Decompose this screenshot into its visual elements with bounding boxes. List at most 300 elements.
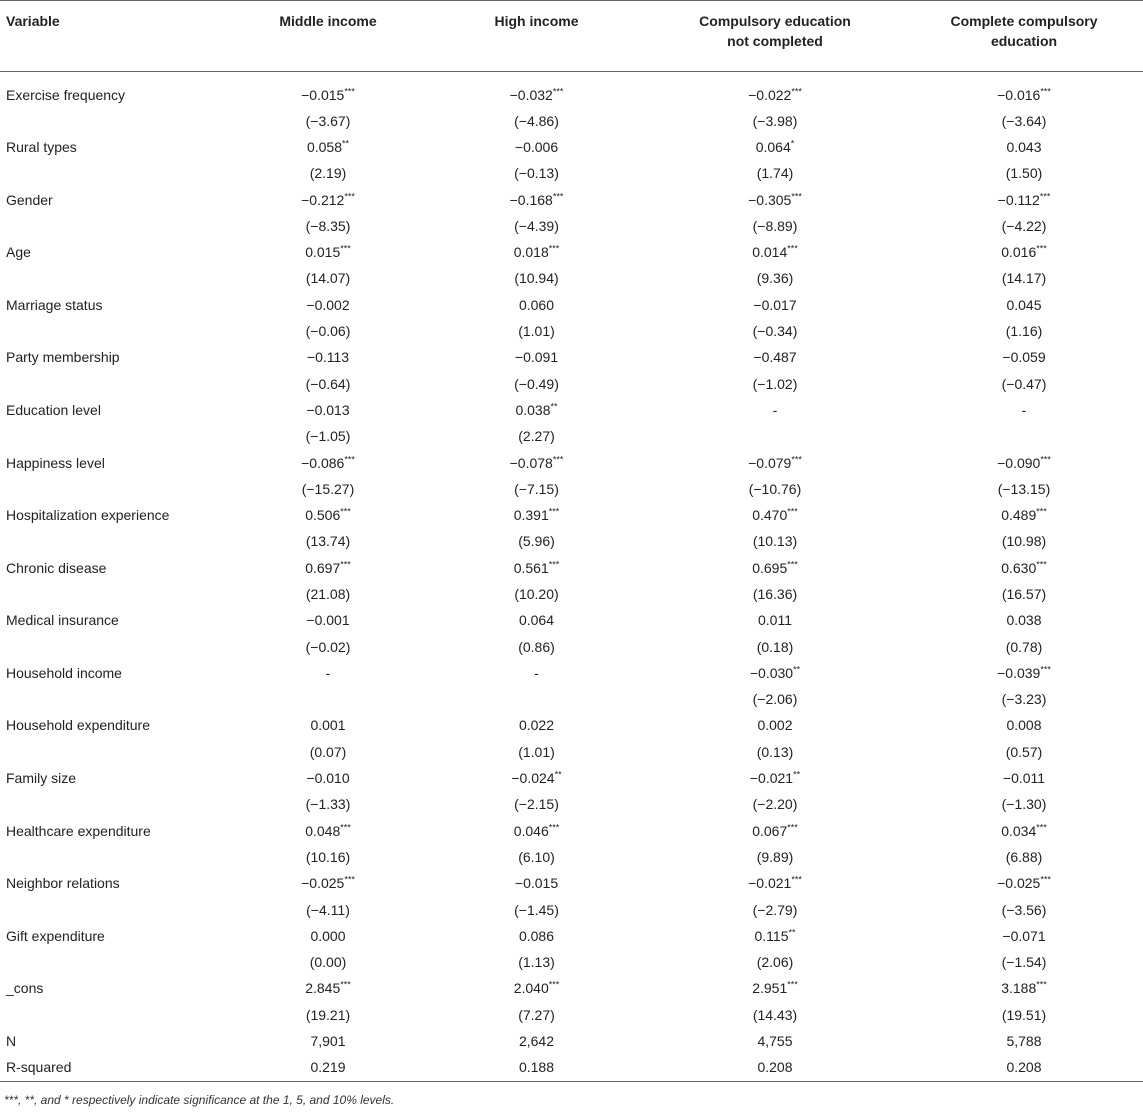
coefficient-cell (645, 134, 905, 160)
t-statistic-cell: (6.88) (1005, 848, 1043, 865)
coefficient-value: 2.845 (305, 980, 341, 997)
table-row (0, 528, 1143, 554)
header-complete-compulsory-line2: education (990, 33, 1058, 49)
coefficient-value: 0.046 (513, 822, 549, 839)
t-statistic-cell: (0.07) (309, 743, 347, 760)
table-row (0, 292, 1143, 318)
significance-stars: *** (787, 979, 798, 990)
coefficient-value: −0.015 (514, 875, 559, 892)
header-compulsory-not-completed-line1: Compulsory education (699, 13, 851, 29)
coefficient-cell (645, 923, 905, 949)
table-row (0, 318, 1143, 344)
significance-stars: ** (793, 769, 801, 780)
variable-name: Medical insurance (6, 612, 119, 629)
statistic-label: N (6, 1033, 17, 1050)
table-row (0, 949, 1143, 975)
significance-stars: *** (787, 506, 798, 517)
coefficient-cell (428, 344, 645, 370)
t-statistic-cell: (−4.11) (306, 901, 350, 918)
coefficient-value: 0.001 (310, 717, 346, 734)
t-statistic-cell: (0.57) (1005, 743, 1043, 760)
coefficient-value: 0.015 (305, 244, 341, 261)
t-statistic-cell: (−1.02) (752, 375, 798, 392)
significance-stars: *** (340, 243, 351, 254)
t-statistic-cell: (16.36) (752, 585, 798, 602)
coefficient-value: 3.188 (1001, 980, 1037, 997)
table-row (0, 870, 1143, 896)
t-statistic-cell: (−2.15) (514, 796, 559, 813)
significance-stars: *** (1036, 822, 1047, 832)
table-row (0, 765, 1143, 791)
t-statistic-cell: (6.10) (518, 848, 555, 865)
coefficient-cell (645, 660, 905, 686)
coefficient-value: −0.113 (306, 349, 350, 366)
t-statistic-cell: (10.20) (514, 585, 559, 602)
table-row (0, 502, 1143, 528)
header-high-income-label: High income (494, 13, 579, 29)
t-statistic-cell: (9.36) (756, 270, 794, 287)
t-statistic-cell: (10.94) (514, 270, 559, 287)
header-variable-label: Variable (6, 13, 60, 29)
coefficient-value: 0.695 (752, 559, 788, 576)
variable-name: Hospitalization experience (6, 507, 170, 524)
t-statistic-cell: (16.57) (1001, 585, 1047, 602)
coefficient-cell (228, 607, 428, 633)
significance-stars: *** (340, 822, 351, 832)
coefficient-cell (228, 72, 428, 108)
coefficient-cell (905, 397, 1143, 423)
t-statistic-cell: (−3.98) (752, 112, 798, 129)
coefficient-cell (645, 607, 905, 633)
t-statistic-cell: (−8.89) (752, 217, 798, 234)
significance-stars: *** (787, 559, 798, 570)
variable-name-empty (0, 423, 228, 449)
coefficient-value: 0.016 (1001, 244, 1037, 261)
coefficient-cell (905, 923, 1143, 949)
t-statistic-cell: (−4.39) (514, 217, 559, 234)
significance-stars: *** (548, 559, 560, 570)
coefficient-value: 0.561 (513, 559, 549, 576)
coefficient-value: 0.506 (305, 507, 341, 524)
table-row (0, 1054, 1143, 1081)
t-statistic-cell: (−1.45) (514, 901, 559, 918)
coefficient-value: 0.697 (305, 559, 341, 576)
significance-stars: *** (1040, 453, 1051, 464)
coefficient-value: 0.022 (518, 717, 555, 734)
coefficient-cell (228, 923, 428, 949)
t-statistic-cell: (−1.05) (305, 428, 351, 445)
table-row (0, 344, 1143, 370)
coefficient-cell (905, 660, 1143, 686)
coefficient-value: −0.022 (748, 86, 792, 103)
t-statistic-cell: (2.27) (518, 428, 555, 445)
variable-name-empty (0, 844, 228, 870)
coefficient-cell (905, 502, 1143, 528)
coefficient-value: −0.002 (306, 296, 350, 313)
t-statistic-cell: (−2.06) (752, 691, 798, 708)
coefficient-value: 0.064 (755, 138, 791, 155)
variable-name: Party membership (6, 349, 120, 366)
t-statistic-cell: (−0.47) (1001, 375, 1047, 392)
coefficient-cell (905, 239, 1143, 265)
coefficient-value: 0.043 (1006, 138, 1042, 155)
coefficient-value: 0.034 (1001, 822, 1037, 839)
significance-stars: *** (552, 190, 564, 201)
coefficient-value: 0.086 (518, 927, 555, 944)
table-row (0, 72, 1143, 108)
coefficient-value: −0.024 (511, 770, 555, 787)
coefficient-cell (428, 870, 645, 896)
header-middle-income (228, 1, 428, 72)
coefficient-cell (645, 292, 905, 318)
variable-name-empty (0, 791, 228, 817)
coefficient-cell (428, 975, 645, 1001)
statistic-value: 5,788 (1006, 1033, 1042, 1050)
coefficient-value: −0.006 (514, 138, 559, 155)
table-row (0, 186, 1143, 212)
table-row (0, 633, 1143, 659)
variable-name: Age (6, 244, 31, 261)
variable-name-empty (0, 896, 228, 922)
coefficient-value: - (1021, 401, 1027, 418)
significance-stars: *** (344, 190, 355, 201)
variable-name-empty (0, 370, 228, 396)
table-row (0, 896, 1143, 922)
statistic-value: 0.219 (228, 1054, 428, 1081)
significance-stars: * (790, 138, 795, 149)
significance-stars: *** (1040, 664, 1051, 675)
t-statistic-cell: (10.16) (305, 848, 351, 865)
coefficient-cell (645, 239, 905, 265)
coefficient-cell (645, 555, 905, 581)
coefficient-value: −0.021 (749, 770, 794, 787)
coefficient-cell (905, 134, 1143, 160)
significance-stars: *** (1040, 874, 1051, 885)
table-row (0, 607, 1143, 633)
t-statistic-cell: (−3.23) (1001, 691, 1047, 708)
table-row (0, 791, 1143, 817)
header-middle-income-label: Middle income (279, 13, 377, 29)
table-row (0, 686, 1143, 712)
significance-stars: *** (340, 979, 351, 990)
coefficient-cell (905, 975, 1143, 1001)
table-row (0, 1002, 1143, 1028)
coefficient-value: −0.112 (997, 191, 1040, 208)
coefficient-cell (428, 923, 645, 949)
table-row (0, 423, 1143, 449)
statistic-value: 0.208 (905, 1054, 1143, 1081)
t-statistic-cell: (−4.86) (514, 112, 559, 129)
coefficient-cell (428, 818, 645, 844)
coefficient-value: −0.212 (301, 191, 345, 208)
coefficient-value: 0.115 (754, 927, 789, 944)
variable-name: Household income (6, 664, 122, 681)
coefficient-cell (905, 712, 1143, 738)
coefficient-value: −0.059 (1002, 349, 1046, 366)
table-row (0, 844, 1143, 870)
coefficient-cell (228, 975, 428, 1001)
variable-name-empty (0, 633, 228, 659)
t-statistic-cell: (−10.76) (748, 480, 802, 497)
t-statistic-cell: (−0.02) (305, 638, 351, 655)
coefficient-value: −0.039 (997, 664, 1041, 681)
coefficient-cell (905, 818, 1143, 844)
t-statistic-cell: (−2.79) (752, 901, 798, 918)
coefficient-value: −0.305 (748, 191, 792, 208)
t-statistic-cell (905, 423, 1143, 449)
statistic-value: 4,755 (757, 1033, 793, 1050)
table-header (0, 1, 1143, 72)
t-statistic-cell: (0.78) (1005, 638, 1043, 655)
coefficient-value: 0.058 (306, 138, 343, 155)
coefficient-value: 0.038 (515, 401, 551, 418)
coefficient-cell (905, 607, 1143, 633)
coefficient-value: 0.011 (758, 612, 792, 629)
coefficient-cell (905, 765, 1143, 791)
variable-name: Gift expenditure (6, 927, 105, 944)
coefficient-value: 0.630 (1001, 559, 1037, 576)
coefficient-cell (428, 134, 645, 160)
table-row (0, 213, 1143, 239)
t-statistic-cell: (−3.64) (1001, 112, 1047, 129)
coefficient-cell (645, 449, 905, 475)
variable-name: Household expenditure (6, 717, 150, 734)
coefficient-cell (428, 765, 645, 791)
header-compulsory-not-completed-line2: not completed (727, 33, 823, 49)
coefficient-cell (428, 660, 645, 686)
coefficient-cell (428, 502, 645, 528)
significance-stars: *** (791, 190, 802, 201)
significance-stars: *** (548, 243, 560, 254)
t-statistic-cell: (0.86) (518, 638, 555, 655)
coefficient-value: 0.018 (513, 244, 549, 261)
coefficient-value: 0.064 (518, 612, 555, 629)
significance-stars: *** (787, 243, 798, 254)
variable-name: Rural types (6, 138, 77, 155)
significance-stars: *** (552, 453, 564, 464)
coefficient-cell (228, 397, 428, 423)
coefficient-cell (428, 292, 645, 318)
statistic-value: 0.208 (645, 1054, 905, 1081)
variable-name: Marriage status (6, 296, 103, 313)
t-statistic-cell: (1.13) (518, 954, 555, 971)
coefficient-cell (228, 555, 428, 581)
coefficient-value: 2.040 (513, 980, 549, 997)
coefficient-cell (645, 975, 905, 1001)
significance-stars: ** (793, 664, 801, 675)
variable-name: _cons (6, 980, 44, 997)
coefficient-value: −0.001 (306, 612, 350, 629)
table-row (0, 265, 1143, 291)
variable-name-empty (0, 949, 228, 975)
variable-name: Exercise frequency (6, 86, 126, 103)
coefficient-cell (645, 502, 905, 528)
significance-stars: *** (548, 979, 560, 990)
coefficient-cell (228, 134, 428, 160)
coefficient-value: −0.016 (997, 86, 1041, 103)
t-statistic-cell: (19.51) (1001, 1006, 1047, 1023)
t-statistic-cell (428, 686, 645, 712)
coefficient-value: −0.021 (748, 875, 792, 892)
coefficient-cell (905, 870, 1143, 896)
variable-name-empty (0, 318, 228, 344)
coefficient-cell (428, 397, 645, 423)
coefficient-value: −0.010 (306, 770, 350, 787)
header-complete-compulsory (905, 1, 1143, 72)
table-body (0, 72, 1143, 1082)
statistic-value: 2,642 (518, 1033, 555, 1050)
t-statistic-cell: (−3.56) (1001, 901, 1047, 918)
coefficient-cell (645, 344, 905, 370)
coefficient-cell (905, 555, 1143, 581)
statistic-label: R-squared (0, 1054, 228, 1081)
significance-stars: ** (554, 769, 562, 780)
significance-stars: *** (791, 86, 802, 97)
variable-name: Gender (6, 191, 53, 208)
t-statistic-cell: (1.01) (518, 323, 555, 340)
significance-stars: *** (787, 822, 798, 832)
variable-name-empty (0, 686, 228, 712)
variable-name: Neighbor relations (6, 875, 120, 892)
table-row (0, 555, 1143, 581)
coefficient-cell (905, 449, 1143, 475)
variable-name-empty (0, 476, 228, 502)
coefficient-value: 0.002 (757, 717, 793, 734)
header-variable (0, 1, 228, 72)
t-statistic-cell: (−0.13) (514, 165, 559, 182)
coefficient-cell (228, 239, 428, 265)
coefficient-value: −0.015 (301, 86, 345, 103)
coefficient-value: - (772, 401, 778, 418)
variable-name-empty (0, 739, 228, 765)
t-statistic-cell: (−0.64) (305, 375, 351, 392)
table-row (0, 476, 1143, 502)
t-statistic-cell: (−4.22) (1001, 217, 1047, 234)
t-statistic-cell: (−3.67) (305, 112, 351, 129)
t-statistic-cell: (0.00) (309, 954, 347, 971)
coefficient-cell (645, 818, 905, 844)
coefficient-value: 0.060 (518, 296, 555, 313)
variable-name-empty (0, 213, 228, 239)
t-statistic-cell: (0.18) (756, 638, 794, 655)
coefficient-value: 0.000 (310, 927, 346, 944)
t-statistic-cell: (10.13) (752, 533, 798, 550)
coefficient-value: 0.067 (752, 822, 788, 839)
header-complete-compulsory-line1: Complete compulsory (950, 13, 1098, 29)
coefficient-value: −0.011 (1002, 770, 1046, 787)
coefficient-value: - (325, 664, 331, 681)
coefficient-value: −0.168 (509, 191, 553, 208)
t-statistic-cell: (−0.06) (305, 323, 351, 340)
coefficient-cell (428, 72, 645, 108)
t-statistic-cell: (−8.35) (305, 217, 351, 234)
t-statistic-cell: (−2.20) (752, 796, 798, 813)
coefficient-value: −0.013 (306, 401, 350, 418)
coefficient-value: −0.030 (749, 664, 794, 681)
t-statistic-cell: (−7.15) (514, 480, 559, 497)
coefficient-value: −0.025 (301, 875, 345, 892)
table-row (0, 134, 1143, 160)
table-row (0, 239, 1143, 265)
coefficient-cell (905, 72, 1143, 108)
header-compulsory-not-completed (645, 1, 905, 72)
t-statistic-cell: (−1.33) (305, 796, 351, 813)
coefficient-value: 0.470 (752, 507, 788, 524)
significance-stars: *** (791, 453, 802, 464)
variable-name-empty (0, 1002, 228, 1028)
table-row (0, 712, 1143, 738)
coefficient-cell (228, 344, 428, 370)
t-statistic-cell: (−13.15) (997, 480, 1051, 497)
coefficient-value: 0.391 (513, 507, 549, 524)
coefficient-value: 2.951 (752, 980, 788, 997)
variable-name: Healthcare expenditure (6, 822, 151, 839)
t-statistic-cell: (14.07) (305, 270, 351, 287)
t-statistic-cell: (14.17) (1001, 270, 1047, 287)
coefficient-cell (905, 292, 1143, 318)
variable-name-empty (0, 528, 228, 554)
coefficient-value: −0.017 (753, 296, 797, 313)
coefficient-cell (645, 186, 905, 212)
coefficient-cell (228, 818, 428, 844)
coefficient-value: −0.071 (1002, 927, 1046, 944)
coefficient-cell (428, 239, 645, 265)
coefficient-value: −0.025 (997, 875, 1041, 892)
t-statistic-cell: (−0.49) (514, 375, 559, 392)
header-high-income (428, 1, 645, 72)
coefficient-cell (905, 344, 1143, 370)
coefficient-value: - (534, 664, 539, 681)
significance-stars: *** (1036, 979, 1047, 990)
significance-stars: *** (1036, 506, 1047, 517)
table-row (0, 818, 1143, 844)
t-statistic-cell (645, 423, 905, 449)
t-statistic-cell: (1.01) (518, 743, 555, 760)
coefficient-value: 0.048 (305, 822, 341, 839)
coefficient-cell (645, 870, 905, 896)
coefficient-cell (645, 397, 905, 423)
coefficient-cell (645, 712, 905, 738)
table-row (0, 1028, 1143, 1054)
coefficient-value: −0.091 (514, 349, 559, 366)
coefficient-value: 0.045 (1006, 296, 1042, 313)
coefficient-value: −0.078 (509, 454, 553, 471)
significance-stars: *** (548, 822, 560, 832)
t-statistic-cell: (1.74) (756, 165, 794, 182)
variable-name: Family size (6, 770, 77, 787)
t-statistic-cell (228, 686, 428, 712)
table-row (0, 739, 1143, 765)
significance-stars: *** (340, 559, 351, 570)
significance-stars: *** (344, 874, 355, 885)
t-statistic-cell: (−15.27) (301, 480, 355, 497)
significance-stars: *** (1039, 190, 1051, 201)
table-row (0, 160, 1143, 186)
significance-stars: *** (552, 86, 564, 97)
coefficient-cell (228, 870, 428, 896)
coefficient-value: 0.008 (1006, 717, 1042, 734)
coefficient-cell (228, 292, 428, 318)
t-statistic-cell: (0.13) (756, 743, 794, 760)
t-statistic-cell: (10.98) (1001, 533, 1047, 550)
coefficient-cell (428, 555, 645, 581)
significance-stars: *** (344, 86, 355, 97)
t-statistic-cell: (−1.30) (1001, 796, 1047, 813)
coefficient-cell (228, 765, 428, 791)
coefficient-cell (428, 712, 645, 738)
t-statistic-cell: (21.08) (305, 585, 351, 602)
coefficient-cell (228, 660, 428, 686)
